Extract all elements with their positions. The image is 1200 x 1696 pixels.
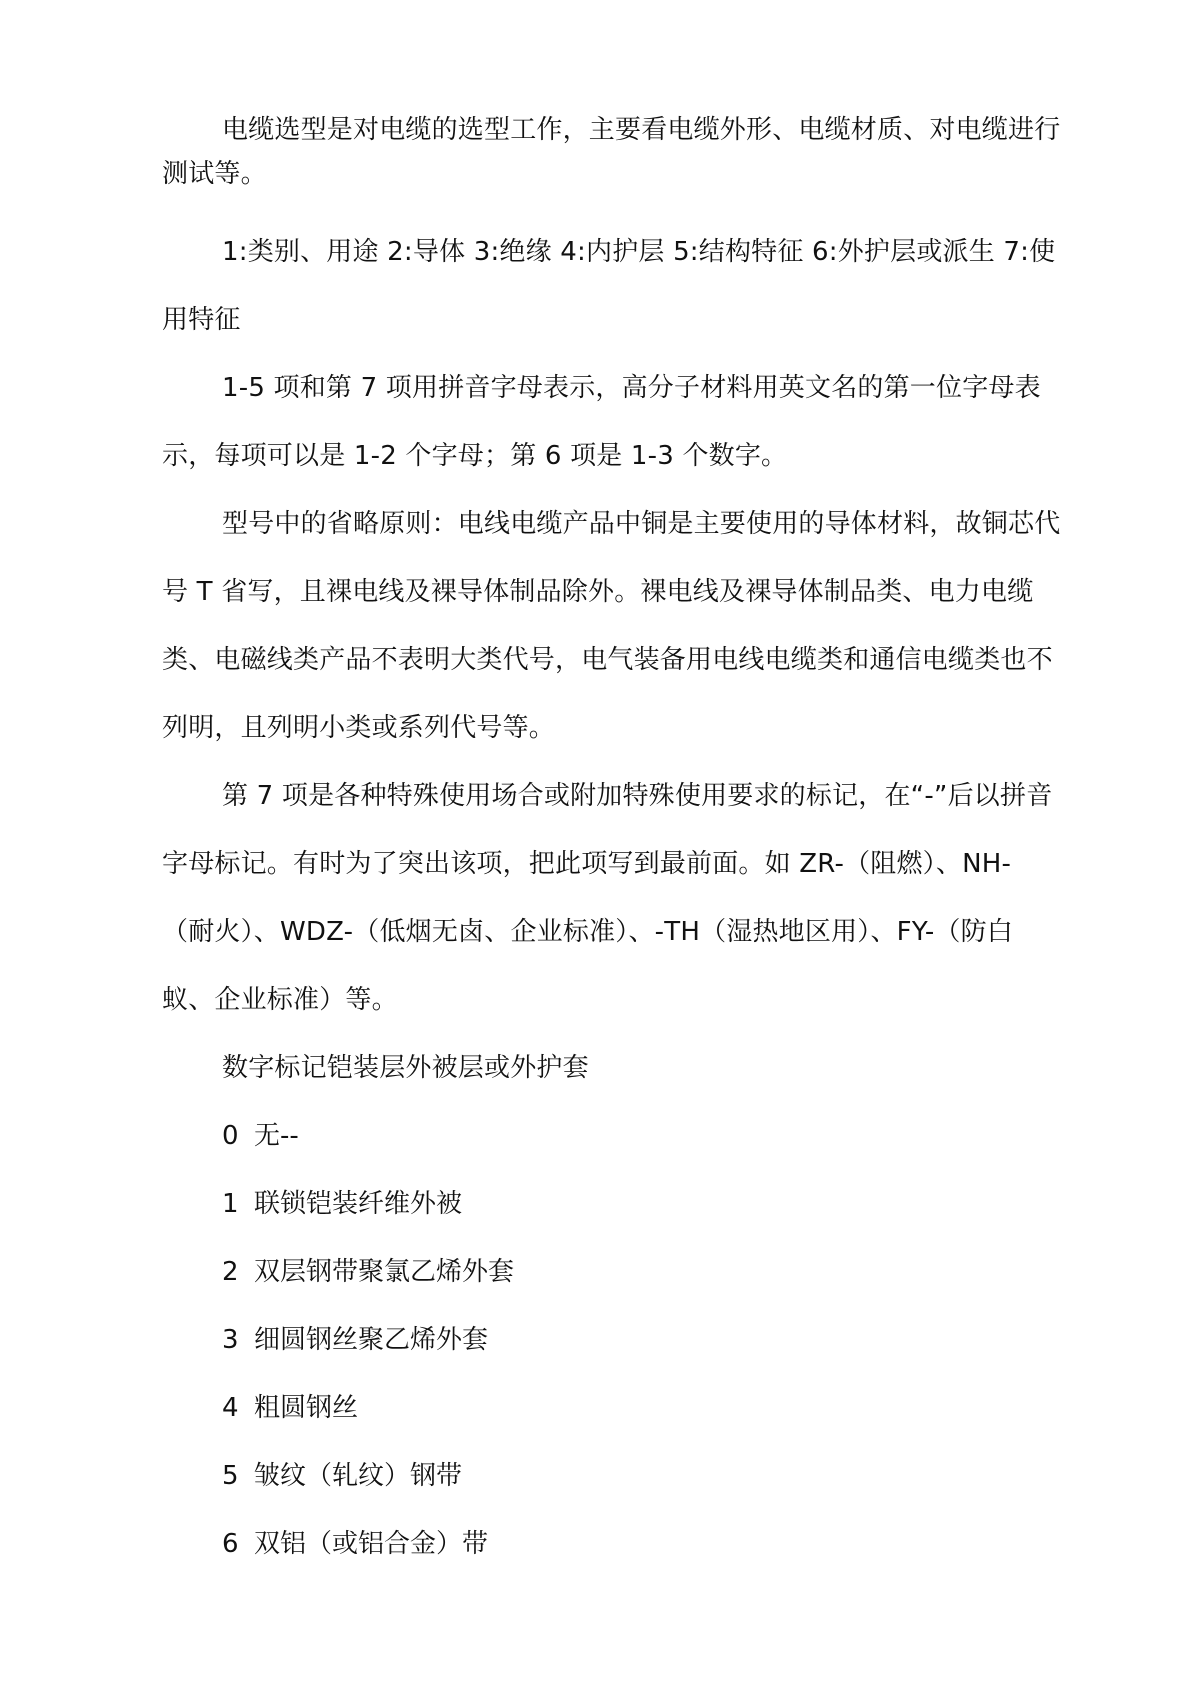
- list-item-text: 粗圆钢丝: [254, 1393, 359, 1423]
- paragraph-item-seven: 第 7 项是各种特殊使用场合或附加特殊使用要求的标记，在“-”后以拼音字母标记。有时为了突出该项，把此项写到最前面。如 ZR-（阻燃）、NH-（耐火）、WDZ-（低烟无卤、企业标准）、-TH（湿热地区用）、FY-（防白蚁、企业标准）等。: [162, 781, 1053, 1015]
- list-item: [162, 1306, 1062, 1374]
- list-item-text: 双层钢带聚氯乙烯外套: [254, 1257, 515, 1287]
- paragraph-model-items: 1:类别、用途 2:导体 3:绝缘 4:内护层 5:结构特征 6:外护层或派生 7:使用特征: [162, 237, 1056, 335]
- list-item-text: 无--: [254, 1121, 299, 1151]
- list-item: [162, 1442, 1062, 1510]
- list-item-number: 0: [222, 1121, 239, 1151]
- paragraph-omission-principle: 型号中的省略原则：电线电缆产品中铜是主要使用的导体材料，故铜芯代号 T 省写，且裸电线及裸导体制品除外。裸电线及裸导体制品类、电力电缆类、电磁线类产品不表明大类代号，电气装备用电线电缆类和通信电缆类也不列明，且列明小类或系列代号等。: [162, 509, 1061, 743]
- list-item-text: 细圆钢丝聚乙烯外套: [254, 1325, 489, 1355]
- paragraph-cable-selection: 电缆选型是对电缆的选型工作，主要看电缆外形、电缆材质、对电缆进行测试等。: [162, 115, 1061, 189]
- list-item-number: 5: [222, 1461, 239, 1491]
- list-item-number: 4: [222, 1393, 239, 1423]
- list-item-text: 双铝（或铝合金）带: [254, 1529, 489, 1559]
- list-item: [162, 1102, 1062, 1170]
- list-item-number: 2: [222, 1257, 239, 1287]
- list-item-number: 1: [222, 1189, 239, 1219]
- list-item: [162, 1170, 1062, 1238]
- list-item: [162, 1510, 1062, 1578]
- list-item: [162, 1238, 1062, 1306]
- list-item-text: 皱纹（轧纹）钢带: [254, 1461, 463, 1491]
- list-item-number: 6: [222, 1529, 239, 1559]
- list-item-number: 3: [222, 1325, 239, 1355]
- armor-code-list: [162, 1102, 1062, 1578]
- list-item-text: 联锁铠装纤维外被: [254, 1189, 463, 1219]
- paragraph-letter-rules: 1-5 项和第 7 项用拼音字母表示，高分子材料用英文名的第一位字母表示，每项可以是 1-2 个字母；第 6 项是 1-3 个数字。: [162, 373, 1041, 471]
- paragraph-number-heading: 数字标记铠装层外被层或外护套: [222, 1053, 589, 1083]
- list-item: [162, 1374, 1062, 1442]
- document-body: [162, 108, 1062, 1578]
